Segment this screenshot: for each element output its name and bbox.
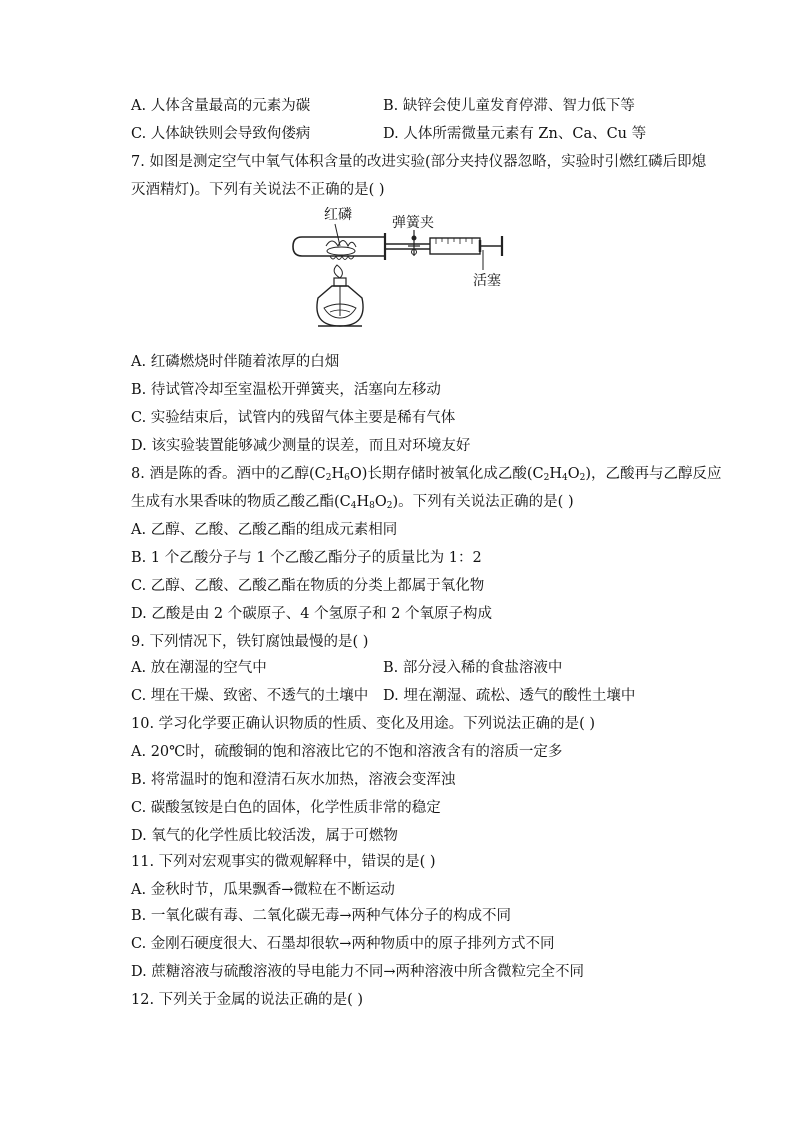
q11-option-d: D. 蔗糖溶液与硫酸溶液的导电能力不同→两种溶液中所含微粒完全不同 xyxy=(131,964,584,980)
spring-clamp-icon xyxy=(408,230,420,256)
q10-option-d: D. 氧气的化学性质比较活泼，属于可燃物 xyxy=(131,828,398,844)
q9-option-b: B. 部分浸入稀的食盐溶液中 xyxy=(383,660,563,676)
alcohol-lamp xyxy=(317,265,363,326)
label-red-phosphorus: 红磷 xyxy=(324,207,352,223)
syringe-scale xyxy=(436,238,472,244)
q8-option-a: A. 乙醇、乙酸、乙酸乙酯的组成元素相同 xyxy=(131,522,398,538)
q8-stem-line1: 8. 酒是陈的香。酒中的乙醇$(C_2H_6O)$长期存储时被氧化成乙酸$(C_2H_4O_2)$，乙酸再与乙醇反应 xyxy=(131,466,722,483)
syringe-barrel xyxy=(430,238,480,254)
q8-option-b: B. 1 个乙酸分子与 1 个乙酸乙酯分子的质量比为 1：2 xyxy=(131,550,482,566)
apparatus-drawing xyxy=(280,200,520,332)
q10-option-c: C. 碳酸氢铵是白色的固体，化学性质非常的稳定 xyxy=(131,800,441,816)
q9-stem: 9. 下列情况下，铁钉腐蚀最慢的是( ) xyxy=(131,634,369,650)
q7-stem-line2: 灭酒精灯)。下列有关说法不正确的是( ) xyxy=(131,182,385,198)
label-plunger: 活塞 xyxy=(473,273,501,289)
q10-option-a: A. 20℃时，硫酸铜的饱和溶液比它的不饱和溶液含有的溶质一定多 xyxy=(131,744,563,760)
q10-stem: 10. 学习化学要正确认识物质的性质、变化及用途。下列说法正确的是( ) xyxy=(131,716,596,732)
q11-option-b: B. 一氧化碳有毒、二氧化碳无毒→两种气体分子的构成不同 xyxy=(131,908,512,924)
q7-option-a: A. 红磷燃烧时伴随着浓厚的白烟 xyxy=(131,354,340,370)
q6-option-a: A. 人体含量最高的元素为碳 xyxy=(131,98,311,114)
q8-option-d: D. 乙酸是由 2 个碳原子、4 个氢原子和 2 个氧原子构成 xyxy=(131,606,493,622)
q11-stem: 11. 下列对宏观事实的微观解释中，错误的是( ) xyxy=(131,854,436,870)
q12-stem: 12. 下列关于金属的说法正确的是( ) xyxy=(131,992,364,1008)
q6-option-c: C. 人体缺铁则会导致佝偻病 xyxy=(131,126,311,142)
q11-option-c: C. 金刚石硬度很大、石墨却很软→两种物质中的原子排列方式不同 xyxy=(131,936,555,952)
q9-option-a: A. 放在潮湿的空气中 xyxy=(131,660,267,676)
q10-option-b: B. 将常温时的饱和澄清石灰水加热，溶液会变浑浊 xyxy=(131,772,456,788)
q7-option-c: C. 实验结束后，试管内的残留气体主要是稀有气体 xyxy=(131,410,456,426)
flame xyxy=(334,265,342,278)
q7-stem-line1: 7. 如图是测定空气中氧气体积含量的改进实验(部分夹持仪器忽略，实验时引燃红磷后即熄 xyxy=(131,154,707,170)
experiment-apparatus-figure xyxy=(280,200,520,332)
q9-option-c: C. 埋在干燥、致密、不透气的土壤中 xyxy=(131,688,369,704)
q8-option-c: C. 乙醇、乙酸、乙酸乙酯在物质的分类上都属于氧化物 xyxy=(131,578,485,594)
q11-option-a: A. 金秋时节，瓜果飘香→微粒在不断运动 xyxy=(131,882,395,898)
label-spring-clamp: 弹簧夹 xyxy=(392,215,434,231)
q7-option-d: D. 该实验装置能够减少测量的误差，而且对环境友好 xyxy=(131,438,471,454)
q6-option-b: B. 缺锌会使儿童发育停滞、智力低下等 xyxy=(383,98,635,114)
q8-stem-line2: 生成有水果香味的物质乙酸乙酯$(C_4H_8O_2)$。下列有关说法正确的是( ) xyxy=(131,494,574,511)
q7-option-b: B. 待试管冷却至室温松开弹簧夹，活塞向左移动 xyxy=(131,382,441,398)
q9-option-d: D. 埋在潮湿、疏松、透气的酸性土壤中 xyxy=(383,688,636,704)
q6-option-d: D. 人体所需微量元素有 Zn、Ca、Cu 等 xyxy=(383,126,647,142)
